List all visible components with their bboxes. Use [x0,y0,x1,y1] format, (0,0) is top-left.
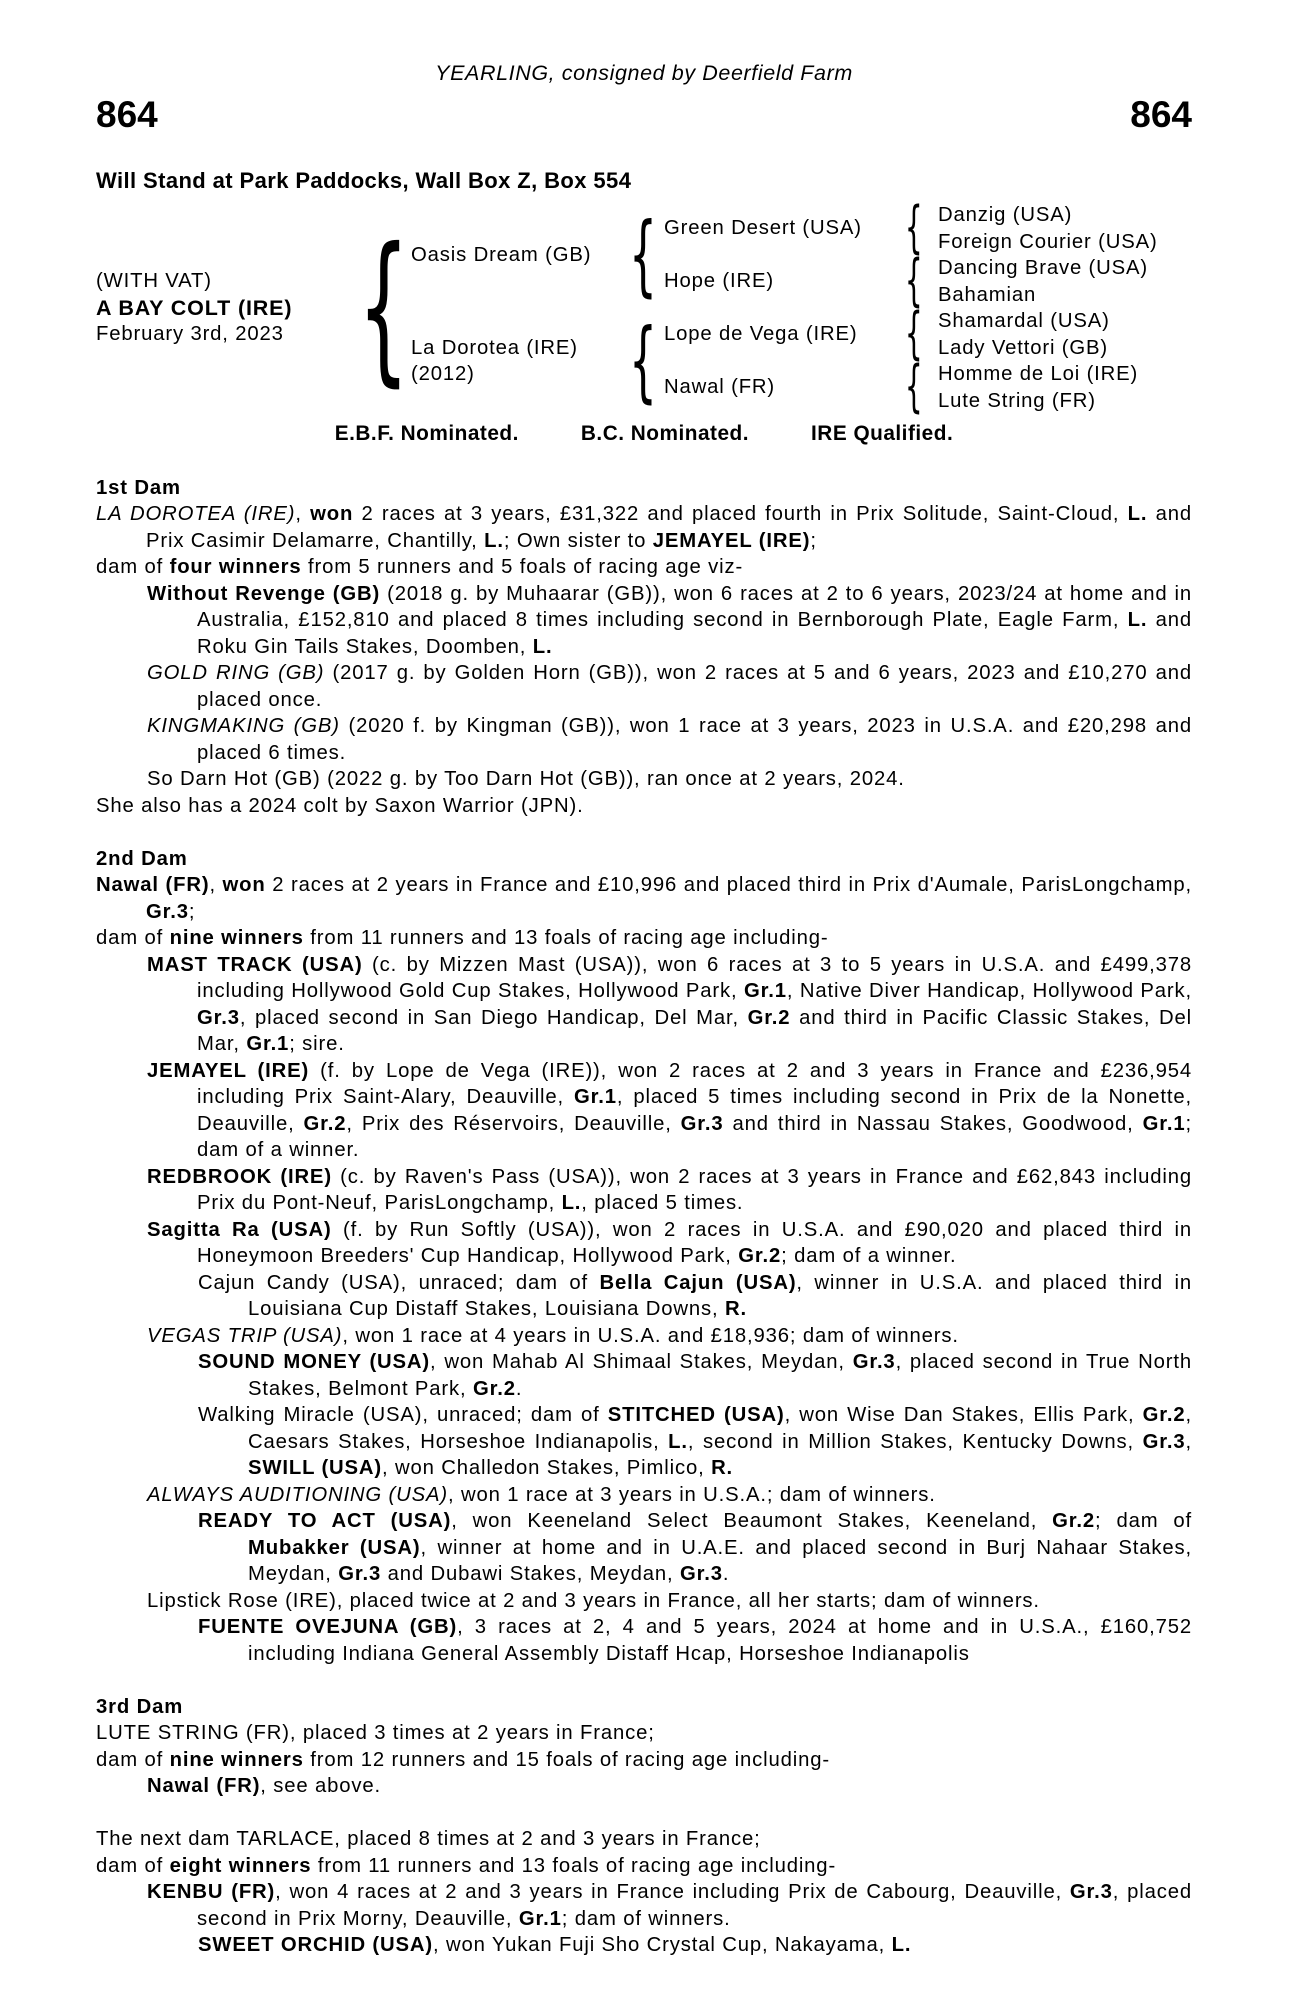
catalogue-paragraph: Nawal (FR), see above. [147,1775,381,1797]
vat-note: (WITH VAT) [96,270,212,293]
grandparent-brace-icon: { [905,354,923,420]
dam-section [96,846,1192,1668]
catalogue-paragraph: FUENTE OVEJUNA (GB), 3 races at 2, 4 and 5 years, 2024 at home and in U.S.A., £160,752 including Indiana General Assembly Distaff Hcap, Horseshoe Indianapolis [198,1616,1192,1665]
catalogue-paragraph: SWEET ORCHID (USA), won Yukan Fuji Sho Crystal Cup, Nakayama, L. [198,1934,912,1956]
subject-block [96,202,368,414]
catalogue-paragraph: JEMAYEL (IRE) (f. by Lope de Vega (IRE)), won 2 races at 2 and 3 years in France and £236,954 including Prix Saint-Alary, Deauville, Gr.1, placed 5 times including second in Prix de la Nonette, Deauville, Gr.2, Prix des Réservoirs, Deauville, Gr.3 and third in Nassau Stakes, Goodwood, Gr.1; dam of a winner. [147,1059,1193,1161]
foal-date: February 3rd, 2023 [96,323,284,346]
ancestor-gen4: Dancing Brave (USA) [938,257,1149,279]
catalogue-paragraph: The next dam TARLACE, placed 8 times at 2 and 3 years in France; [96,1828,761,1850]
catalogue-paragraph: Nawal (FR), won 2 races at 2 years in France and £10,996 and placed third in Prix d'Aumale, ParisLongchamp, Gr.3; [96,874,1192,923]
grandparent-brace-icon: { [905,195,923,261]
nomination-item: E.B.F. Nominated. [334,422,519,445]
ancestor-gen4: Homme de Loi (IRE) [938,363,1139,385]
dam-section [96,1694,1192,1800]
subject-name: A BAY COLT (IRE) [96,295,293,320]
lot-number-left: 864 [96,93,158,135]
catalogue-paragraph: dam of nine winners from 12 runners and 15 foals of racing age including- [96,1748,830,1771]
section-heading: 2nd Dam [96,847,188,870]
catalogue-paragraph: KINGMAKING (GB) (2020 f. by Kingman (GB)), won 1 race at 3 years, 2023 in U.S.A. and £20,298 and placed 6 times. [147,715,1192,764]
catalogue-paragraph: READY TO ACT (USA), won Keeneland Select Beaumont Stakes, Keeneland, Gr.2; dam of Mubakker (USA), winner at home and in U.A.E. and placed second in Burj Nahaar Stakes, Meydan, Gr.3 and Dubawi Stakes, Meydan, Gr.3. [198,1510,1192,1585]
ancestor-gen4: Bahamian [938,283,1037,306]
stand-location-line: Will Stand at Park Paddocks, Wall Box Z, Box 554 [96,167,632,193]
consignor-line: YEARLING, consigned by Deerfield Farm [435,61,853,85]
catalogue-paragraph: LUTE STRING (FR), placed 3 times at 2 years in France; [96,1722,655,1744]
dam-name: La Dorotea (IRE) [411,336,578,359]
ancestor-gen3: Nawal (FR) [664,376,776,399]
catalogue-paragraph: Without Revenge (GB) (2018 g. by Muhaarar (GB)), won 6 races at 2 to 6 years, 2023/24 at home and in Australia, £152,810 and placed 8 times including second in Bernborough Plate, Eagle Farm, L. and Roku Gin Tails Stakes, Doomben, L. [147,582,1193,658]
catalogue-paragraph: Walking Miracle (USA), unraced; dam of STITCHED (USA), won Wise Dan Stakes, Ellis Park, Gr.2, Caesars Stakes, Horseshoe Indianapolis, L., second in Million Stakes, Kentucky Downs, Gr.3, SWILL (USA), won Challedon Stakes, Pimlico, R. [198,1404,1192,1479]
catalogue-paragraph: KENBU (FR), won 4 races at 2 and 3 years in France including Prix de Cabourg, Deauville, Gr.3, placed second in Prix Morny, Deauville, Gr.1; dam of winners. [147,1881,1192,1930]
catalogue-paragraph: Sagitta Ra (USA) (f. by Run Softly (USA)), won 2 races in U.S.A. and £90,020 and placed third in Honeymoon Breeders' Cup Handicap, Hollywood Park, Gr.2; dam of a winner. [147,1218,1192,1267]
catalogue-paragraph: REDBROOK (IRE) (c. by Raven's Pass (USA)), won 2 races at 3 years in France and £62,843 including Prix du Pont-Neuf, ParisLongchamp, L., placed 5 times. [147,1165,1192,1214]
catalogue-paragraph: dam of nine winners from 11 runners and 13 foals of racing age including- [96,927,829,949]
dam-year: (2012) [411,363,475,385]
nomination-item: IRE Qualified. [811,422,954,445]
lot-number-right: 864 [1130,93,1192,135]
pedigree-main-brace-icon: { [358,213,410,402]
catalogue-paragraph: ALWAYS AUDITIONING (USA), won 1 race at 3 years in U.S.A.; dam of winners. [147,1483,936,1506]
catalogue-paragraph: Lipstick Rose (IRE), placed twice at 2 and 3 years in France, all her starts; dam of winners. [147,1589,1040,1612]
ancestor-gen3: Lope de Vega (IRE) [664,323,858,346]
pedigree-tree [96,195,1192,420]
ancestor-gen4: Lute String (FR) [938,389,1096,412]
ancestor-gen4: Foreign Courier (USA) [938,230,1158,253]
catalogue-paragraph: SOUND MONEY (USA), won Mahab Al Shimaal Stakes, Meydan, Gr.3, placed second in True North Stakes, Belmont Park, Gr.2. [198,1351,1193,1400]
catalogue-paragraph: dam of eight winners from 11 runners and 13 foals of racing age including- [96,1854,837,1877]
catalogue-paragraph: She also has a 2024 colt by Saxon Warrior (JPN). [96,794,584,817]
grandparent-brace-icon: { [905,248,923,314]
ancestor-gen4: Danzig (USA) [938,204,1073,226]
section-heading: 1st Dam [96,476,181,499]
catalogue-paragraph: MAST TRACK (USA) (c. by Mizzen Mast (USA)), won 6 races at 3 to 5 years in U.S.A. and £499,378 including Hollywood Gold Cup Stakes, Hollywood Park, Gr.1, Native Diver Handicap, Hollywood Park, Gr.3, placed second in San Diego Handicap, Del Mar, Gr.2 and third in Pacific Classic Stakes, Del Mar, Gr.1; sire. [147,953,1192,1055]
ancestor-gen4: Lady Vettori (GB) [938,336,1109,359]
catalogue-paragraph: GOLD RING (GB) (2017 g. by Golden Horn (GB)), won 2 races at 5 and 6 years, 2023 and £10,270 and placed once. [147,662,1192,711]
catalogue-paragraph: dam of four winners from 5 runners and 5 foals of racing age viz- [96,556,744,578]
ancestor-gen3: Green Desert (USA) [664,217,862,240]
grandparent-brace-icon: { [905,301,923,367]
sire-cell [411,202,626,308]
section-heading: 3rd Dam [96,1695,184,1718]
nomination-item: B.C. Nominated. [580,422,750,445]
catalogue-paragraph: Cajun Candy (USA), unraced; dam of Bella Cajun (USA), winner in U.S.A. and placed third in Louisiana Cup Distaff Stakes, Louisiana Downs, R. [198,1271,1192,1320]
dam-section [96,475,1192,820]
dam-cell [411,308,626,414]
dam-brace-icon: { [629,308,657,412]
lot-number-row [96,95,1192,135]
nominations-row [96,421,1192,448]
sire-brace-icon: { [629,202,657,306]
catalogue-paragraph: VEGAS TRIP (USA), won 1 race at 4 years in U.S.A. and £18,936; dam of winners. [147,1324,959,1347]
catalogue-paragraph: LA DOROTEA (IRE), won 2 races at 3 years, £31,322 and placed fourth in Prix Solitude, Saint-Cloud, L. and Prix Casimir Delamarre, Chantilly, L.; Own sister to JEMAYEL (IRE); [96,503,1192,552]
ancestor-gen3: Hope (IRE) [664,270,774,293]
catalogue-paragraph: So Darn Hot (GB) (2022 g. by Too Darn Hot (GB)), ran once at 2 years, 2024. [147,768,905,790]
dam-section [96,1826,1192,1959]
catalogue-body [96,475,1192,1959]
sire-name: Oasis Dream (GB) [411,243,592,266]
ancestor-gen4: Shamardal (USA) [938,310,1110,332]
